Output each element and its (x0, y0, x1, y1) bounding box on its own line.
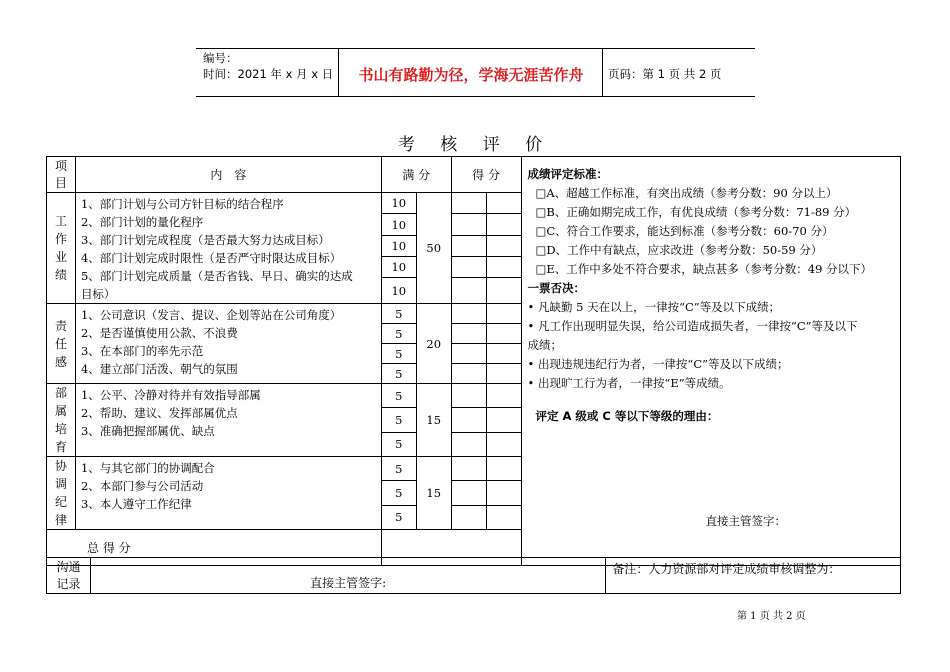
section-item: 3、准确把握部属优、缺点 (80, 424, 215, 438)
item-full-score: 5 (381, 481, 416, 505)
item-score-cell[interactable] (451, 432, 486, 456)
header-page-info: 页码：第 1 页 共 2 页 (608, 67, 722, 81)
page-footer: 第 1 页 共 2 页 (737, 611, 806, 622)
doc-number-label: 编号： (203, 51, 238, 65)
item-score-cell-2[interactable] (486, 257, 521, 278)
item-score-cell-2[interactable] (486, 193, 521, 214)
section-name: 部 属 培 育 (47, 384, 76, 457)
item-score-cell[interactable] (451, 481, 486, 505)
section-item: 2、帮助、建议、发挥部属优点 (80, 406, 238, 420)
reason-label: 评定 A 级或 C 等以下等级的理由： (535, 409, 719, 423)
evaluation-table (46, 156, 901, 566)
section-item: 1、公司意识（发言、提议、企划等站在公司角度） (80, 308, 342, 322)
hr-note-cell[interactable] (606, 558, 901, 594)
item-full-score: 10 (381, 214, 416, 235)
section-item: 1、公平、冷静对待并有效指导部属 (80, 388, 261, 402)
header-info (203, 50, 333, 82)
section-name: 协 调 纪 律 (47, 457, 76, 530)
doc-date: 时间：2021 年 x 月 x 日 (203, 67, 334, 81)
item-score-cell[interactable] (451, 344, 486, 364)
section-item: 4、部门计划完成时限性（是否严守时限达成目标） (80, 251, 342, 265)
section-items (75, 457, 381, 530)
item-score-cell[interactable] (451, 193, 486, 214)
item-score-cell[interactable] (451, 278, 486, 304)
item-score-cell-2[interactable] (486, 344, 521, 364)
section-item: 4、建立部门活泼、朝气的氛围 (80, 362, 238, 376)
item-score-cell-2[interactable] (486, 384, 521, 408)
veto-heading: 一票否决： (527, 281, 585, 295)
item-full-score: 10 (381, 235, 416, 256)
section-items (75, 384, 381, 457)
item-score-cell-2[interactable] (486, 457, 521, 481)
header-full-score: 满 分 (381, 157, 451, 193)
section-name: 工 作 业 绩 (47, 193, 76, 304)
item-score-cell[interactable] (451, 257, 486, 278)
item-full-score: 5 (381, 344, 416, 364)
item-score-cell[interactable] (451, 324, 486, 344)
section-item: 目标） (80, 287, 116, 301)
item-score-cell[interactable] (451, 384, 486, 408)
item-score-cell-2[interactable] (486, 235, 521, 256)
communication-label: 沟通 记录 (47, 558, 91, 594)
item-score-cell[interactable] (451, 364, 486, 384)
item-full-score: 5 (381, 432, 416, 456)
section-item: 5、部门计划完成质量（是否省钱、早日、确实的达成 (80, 269, 353, 283)
section-name: 责 任 感 (47, 304, 76, 384)
item-score-cell[interactable] (451, 214, 486, 235)
veto-rule: • 出现违规违纪行为者，一律按“C”等及以下成绩； (527, 357, 789, 371)
section-items (75, 304, 381, 384)
criteria-sign-label: 直接主管签字： (705, 514, 786, 528)
section-item: 1、部门计划与公司方针目标的结合程序 (80, 197, 284, 211)
grade-option[interactable]: □C、符合工作要求，能达到标准（参考分数：60-70 分） (535, 224, 834, 238)
section-items (75, 193, 381, 304)
section-total-full-score: 50 (416, 193, 451, 304)
item-score-cell-2[interactable] (486, 324, 521, 344)
section-item: 2、部门计划的量化程序 (80, 215, 204, 229)
veto-rule: • 凡缺勤 5 天在以上，一律按“C”等及以下成绩； (527, 300, 781, 314)
veto-rule: • 出现旷工行为者，一律按“E”等成绩。 (527, 376, 731, 390)
section-item: 2、是否谨慎使用公款、不浪费 (80, 326, 238, 340)
section-item: 3、部门计划完成程度（是否最大努力达成目标） (80, 233, 330, 247)
item-score-cell[interactable] (451, 408, 486, 432)
item-score-cell-2[interactable] (486, 432, 521, 456)
section-item: 3、本人遵守工作纪律 (80, 497, 192, 511)
item-full-score: 5 (381, 324, 416, 344)
item-score-cell[interactable] (451, 505, 486, 529)
communication-record[interactable] (90, 558, 605, 594)
communication-sign-label: 直接主管签字: (310, 576, 387, 590)
section-total-full-score: 20 (416, 304, 451, 384)
header-bottom-rule (196, 96, 755, 97)
item-score-cell[interactable] (451, 457, 486, 481)
item-full-score: 5 (381, 304, 416, 324)
criteria-panel (521, 157, 901, 566)
item-score-cell-2[interactable] (486, 304, 521, 324)
item-full-score: 5 (381, 408, 416, 432)
item-score-cell-2[interactable] (486, 364, 521, 384)
item-full-score: 5 (381, 384, 416, 408)
item-score-cell-2[interactable] (486, 505, 521, 529)
header-item: 项 目 (47, 157, 76, 193)
item-score-cell-2[interactable] (486, 214, 521, 235)
item-score-cell[interactable] (451, 304, 486, 324)
section-item: 2、本部门参与公司活动 (80, 479, 204, 493)
hr-note: 备注：人力资源部对评定成绩审核调整为： (612, 562, 841, 576)
item-full-score: 5 (381, 505, 416, 529)
item-score-cell-2[interactable] (486, 408, 521, 432)
total-score-label: 总 得 分 (47, 530, 382, 566)
header-divider-1 (338, 48, 339, 96)
grade-option[interactable]: □E、工作中多处不符合要求，缺点甚多（参考分数：49 分以下） (535, 262, 873, 276)
section-item: 1、与其它部门的协调配合 (80, 461, 215, 475)
item-score-cell[interactable] (451, 235, 486, 256)
header-motto: 书山有路勤为径，学海无涯苦作舟 (358, 66, 584, 84)
grade-option[interactable]: □D、工作中有缺点，应求改进（参考分数：50-59 分） (535, 243, 823, 257)
item-full-score: 10 (381, 278, 416, 304)
header-content: 内 容 (75, 157, 381, 193)
item-full-score: 5 (381, 457, 416, 481)
page-title: 考 核 评 价 (397, 135, 553, 155)
header-score: 得 分 (451, 157, 521, 193)
grade-option[interactable]: □A、超越工作标准，有突出成绩（参考分数：90 分以上） (535, 186, 838, 200)
item-score-cell-2[interactable] (486, 278, 521, 304)
section-total-full-score: 15 (416, 384, 451, 457)
item-score-cell-2[interactable] (486, 481, 521, 505)
item-full-score: 10 (381, 257, 416, 278)
veto-rule: • 凡工作出现明显失误，给公司造成损失者，一律按“C”等及以下 (527, 319, 858, 333)
bottom-table (46, 557, 901, 594)
item-full-score: 10 (381, 193, 416, 214)
header-divider-2 (602, 48, 603, 96)
veto-rule: 成绩； (527, 338, 562, 352)
item-full-score: 5 (381, 364, 416, 384)
grade-option[interactable]: □B、正确如期完成工作，有优良成绩（参考分数：71-89 分） (535, 205, 857, 219)
header-top-rule (196, 48, 755, 49)
section-item: 3、在本部门的率先示范 (80, 344, 204, 358)
section-total-full-score: 15 (416, 457, 451, 530)
criteria-heading: 成绩评定标准： (527, 167, 608, 181)
